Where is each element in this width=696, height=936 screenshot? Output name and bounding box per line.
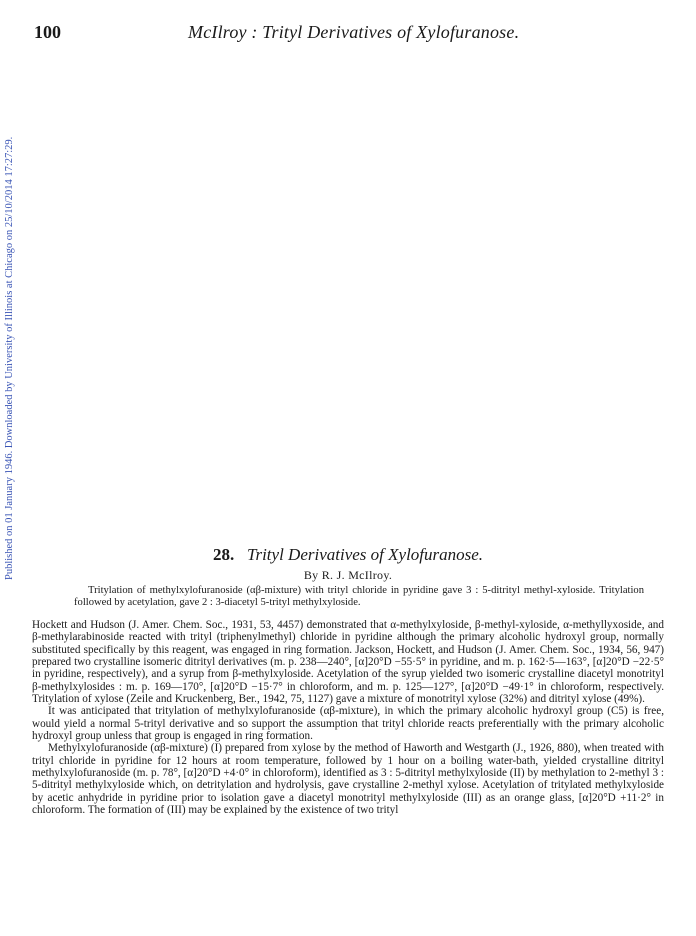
running-head: McIlroy : Trityl Derivatives of Xylofuranose. — [188, 22, 520, 42]
abstract — [74, 585, 644, 609]
page-number: 100 — [34, 22, 61, 42]
article-number: 28. — [212, 545, 235, 564]
article-title — [0, 545, 696, 565]
article-title-text: Trityl Derivatives of Xylofuranose. — [246, 545, 484, 564]
abstract-text: Tritylation of methylxylofuranoside (αβ-mixture) with trityl chloride in pyridine gave 3 : 5-ditrityl methyl-xyloside. Tritylation followed by acetylation, gave 2 : 3-diacetyl 5-trityl methylxyloside. — [74, 585, 644, 608]
paragraph: It was anticipated that tritylation of methylxylofuranoside (αβ-mixture), in which the primary alcoholic hydroxyl group (C5) is free, would yield a normal 5-trityl derivative and so support the assumption that trityl chloride reacts preferentially with the primary alcoholic hydroxyl group unless that group is engaged in ring formation. — [32, 705, 664, 743]
paragraph: Hockett and Hudson (J. Amer. Chem. Soc., 1931, 53, 4457) demonstrated that α-methylxyloside, β-methyl-xyloside, α-methyllyxoside, and β-methylarabinoside reacted with trityl (triphenylmethyl) chloride in pyridine although the primary alcoholic hydroxyl group, normally substituted specifically by this reagent, was engaged in ring formation. Jackson, Hockett, and Hudson (J. Amer. Chem. Soc., 1934, 56, 947) prepared two crystalline isomeric ditrityl derivatives (m. p. 238—240°, [α]20°D −55·5° in pyridine, and m. p. 162·5—163°, [α]20°D −22·5° in pyridine, respectively), and a syrup from β-methylxyloside. Acetylation of the syrup yielded two isomeric crystalline diacetyl monotrityl β-methylxylosides : m. p. 169—170°, [α]20°D −15·7° in chloroform, and m. p. 125—127°, [α]20°D −49·1° in chloroform, respectively. Tritylation of xylose (Zeile and Kruckenberg, Ber., 1942, 75, 1127) gave a mixture of monotrityl xylose (32%) and ditrityl xylose (49%). — [32, 619, 664, 706]
body-text — [32, 619, 664, 817]
download-watermark — [3, 100, 17, 580]
download-watermark-text[interactable]: Published on 01 January 1946. Downloaded by University of Illinois at Chicago on 25/10/2014 17:27:29. — [4, 136, 15, 580]
paragraph: Methylxylofuranoside (αβ-mixture) (I) prepared from xylose by the method of Haworth and Westgarth (J., 1926, 880), when treated with trityl chloride in pyridine for 12 hours at room temperature, followed by 1 hour on a boiling water-bath, yielded crystalline ditrityl methylxylofuranoside (m. p. 78°, [α]20°D +4·0° in chloroform), identified as 3 : 5-ditrityl methylxyloside (II) by methylation to 2-methyl 3 : 5-ditrityl methylxyloside which, on detritylation and hydrolysis, gave crystalline 2-methyl xylose. Acetylation of tritylated methylxyloside by acetic anhydride in pyridine prior to isolation gave a diacetyl monotrityl methylxyloside (III) as an orange glass, [α]20°D +11·2° in chloroform. The formation of (III) may be explained by the existence of two trityl — [32, 742, 664, 817]
byline: By R. J. McIlroy. — [303, 568, 393, 582]
